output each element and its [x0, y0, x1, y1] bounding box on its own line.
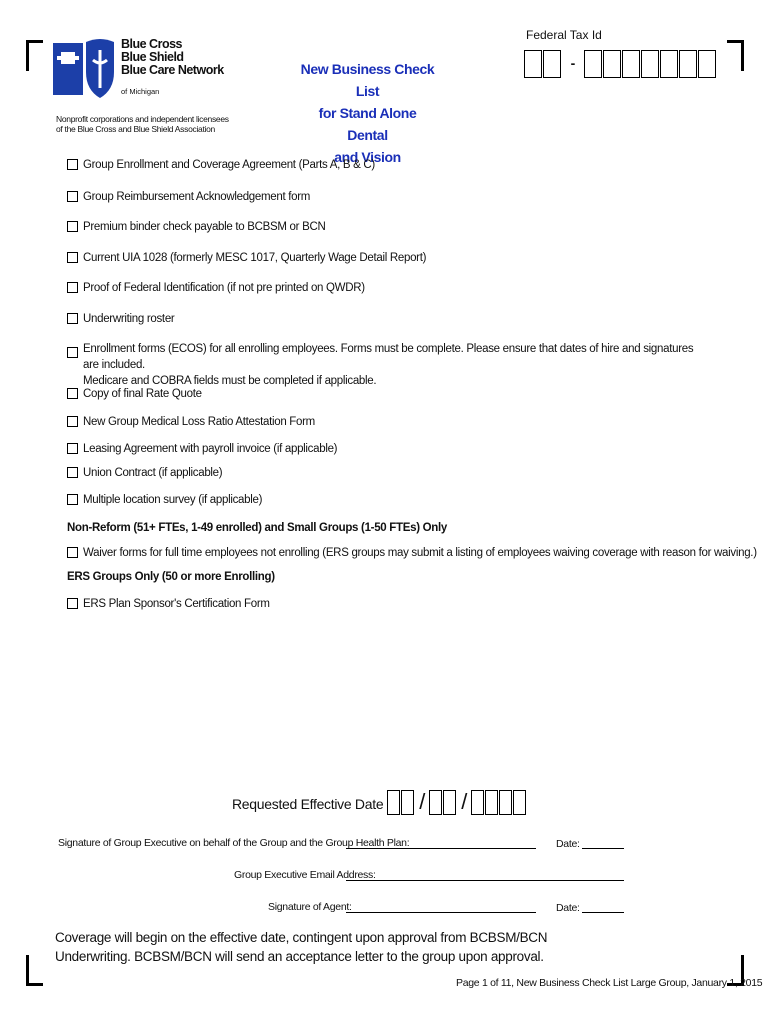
- date-label-1: Date:: [556, 838, 580, 850]
- checklist-item[interactable]: Union Contract (if applicable): [67, 465, 222, 481]
- brand-line-2: Blue Shield: [121, 50, 184, 64]
- brand-sub-line-1: Nonprofit corporations and independent licensees: [56, 114, 229, 124]
- month-digit-box[interactable]: [401, 790, 414, 815]
- agent-signature-line[interactable]: [346, 912, 536, 913]
- checkbox[interactable]: [67, 494, 78, 505]
- crop-mark-top-right: [727, 40, 744, 71]
- checkbox[interactable]: [67, 313, 78, 324]
- checklist-item[interactable]: Premium binder check payable to BCBSM or BCN: [67, 219, 325, 235]
- page-footer: Page 1 of 11, New Business Check List Large Group, January 1, 2015: [456, 977, 763, 989]
- checkbox[interactable]: [67, 282, 78, 293]
- checklist-item[interactable]: Current UIA 1028 (formerly MESC 1017, Quarterly Wage Detail Report): [67, 250, 426, 266]
- checkbox[interactable]: [67, 221, 78, 232]
- coverage-note: Coverage will begin on the effective date, contingent upon approval from BCBSM/BCN Underwriting. BCBSM/BCN will send an acceptance letter to the group upon approval.: [55, 930, 548, 964]
- day-digit-box[interactable]: [429, 790, 442, 815]
- title-line-2: for Stand Alone Dental: [318, 105, 417, 143]
- checklist-item[interactable]: New Group Medical Loss Ratio Attestation Form: [67, 414, 315, 430]
- checkbox[interactable]: [67, 467, 78, 478]
- ers-heading: ERS Groups Only (50 or more Enrolling): [67, 571, 275, 583]
- nonreform-item[interactable]: Waiver forms for full time employees not enrolling (ERS groups may submit a listing of employees waiving coverage with reason for waiving.): [67, 545, 757, 561]
- checkbox[interactable]: [67, 252, 78, 263]
- enrollment-note: Medicare and COBRA fields must be completed if applicable.: [83, 375, 377, 387]
- checklist-item[interactable]: Group Enrollment and Coverage Agreement (Parts A, B & C): [67, 157, 375, 173]
- date-line-2[interactable]: [582, 912, 624, 913]
- tax-digit-box[interactable]: [660, 50, 678, 78]
- checklist-item[interactable]: Proof of Federal Identification (if not pre printed on QWDR): [67, 280, 365, 296]
- date-slash: /: [461, 789, 468, 814]
- federal-tax-label: Federal Tax Id: [526, 28, 602, 42]
- brand-state: of Michigan: [121, 87, 160, 96]
- ers-item[interactable]: ERS Plan Sponsor's Certification Form: [67, 596, 270, 612]
- day-digit-box[interactable]: [443, 790, 456, 815]
- email-line[interactable]: [346, 880, 624, 881]
- email-label: Group Executive Email Address:: [234, 869, 376, 881]
- page-title: [300, 58, 435, 168]
- title-line-3: and Vision: [334, 149, 401, 165]
- year-digit-box[interactable]: [513, 790, 526, 815]
- checklist-item[interactable]: Group Reimbursement Acknowledgement form: [67, 189, 310, 205]
- date-slash: /: [419, 789, 426, 814]
- brand-sub-line-2: of the Blue Cross and Blue Shield Association: [56, 124, 215, 134]
- title-line-1: New Business Check List: [300, 61, 435, 99]
- nonreform-heading: Non-Reform (51+ FTEs, 1-49 enrolled) and Small Groups (1-50 FTEs) Only: [67, 522, 447, 534]
- crop-mark-bottom-left: [26, 955, 43, 986]
- tax-digit-box[interactable]: [698, 50, 716, 78]
- month-digit-box[interactable]: [387, 790, 400, 815]
- date-label-2: Date:: [556, 902, 580, 914]
- tax-digit-box[interactable]: [603, 50, 621, 78]
- checkbox[interactable]: [67, 416, 78, 427]
- checklist-item[interactable]: Copy of final Rate Quote: [67, 386, 202, 402]
- tax-digit-box[interactable]: [543, 50, 561, 78]
- effective-date-field[interactable]: [232, 790, 527, 815]
- effective-date-label: Requested Effective Date: [232, 796, 384, 812]
- tax-digit-box[interactable]: [584, 50, 602, 78]
- date-line-1[interactable]: [582, 848, 624, 849]
- year-digit-box[interactable]: [471, 790, 484, 815]
- checkbox[interactable]: [67, 388, 78, 399]
- checkbox[interactable]: [67, 191, 78, 202]
- crop-mark-top-left: [26, 40, 43, 71]
- checklist-item[interactable]: Leasing Agreement with payroll invoice (if applicable): [67, 441, 337, 457]
- checkbox[interactable]: [67, 443, 78, 454]
- year-digit-box[interactable]: [485, 790, 498, 815]
- checklist-item[interactable]: Enrollment forms (ECOS) for all enrolling employees. Forms must be complete. Please ensure that dates of hire and signatures are included. Medicare and COBRA fields must be completed if applicable.: [67, 341, 707, 389]
- checkbox[interactable]: [67, 598, 78, 609]
- checkbox[interactable]: [67, 347, 78, 358]
- tax-separator: -: [570, 55, 576, 71]
- tax-digit-box[interactable]: [524, 50, 542, 78]
- checklist-item[interactable]: Multiple location survey (if applicable): [67, 492, 262, 508]
- checkbox[interactable]: [67, 159, 78, 170]
- federal-tax-id-field[interactable]: [524, 50, 717, 78]
- year-digit-box[interactable]: [499, 790, 512, 815]
- tax-digit-box[interactable]: [679, 50, 697, 78]
- blue-cross-shield-icon: [53, 38, 115, 100]
- group-exec-signature-line[interactable]: [346, 848, 536, 849]
- checkbox[interactable]: [67, 547, 78, 558]
- group-exec-signature-label: Signature of Group Executive on behalf of the Group and the Group Health Plan:: [58, 837, 410, 849]
- checklist-item[interactable]: Underwriting roster: [67, 311, 174, 327]
- tax-digit-box[interactable]: [622, 50, 640, 78]
- agent-signature-label: Signature of Agent:: [268, 901, 352, 913]
- brand-line-3: Blue Care Network: [121, 63, 224, 77]
- bcbs-logo: [53, 38, 253, 138]
- brand-line-1: Blue Cross: [121, 37, 182, 51]
- tax-digit-box[interactable]: [641, 50, 659, 78]
